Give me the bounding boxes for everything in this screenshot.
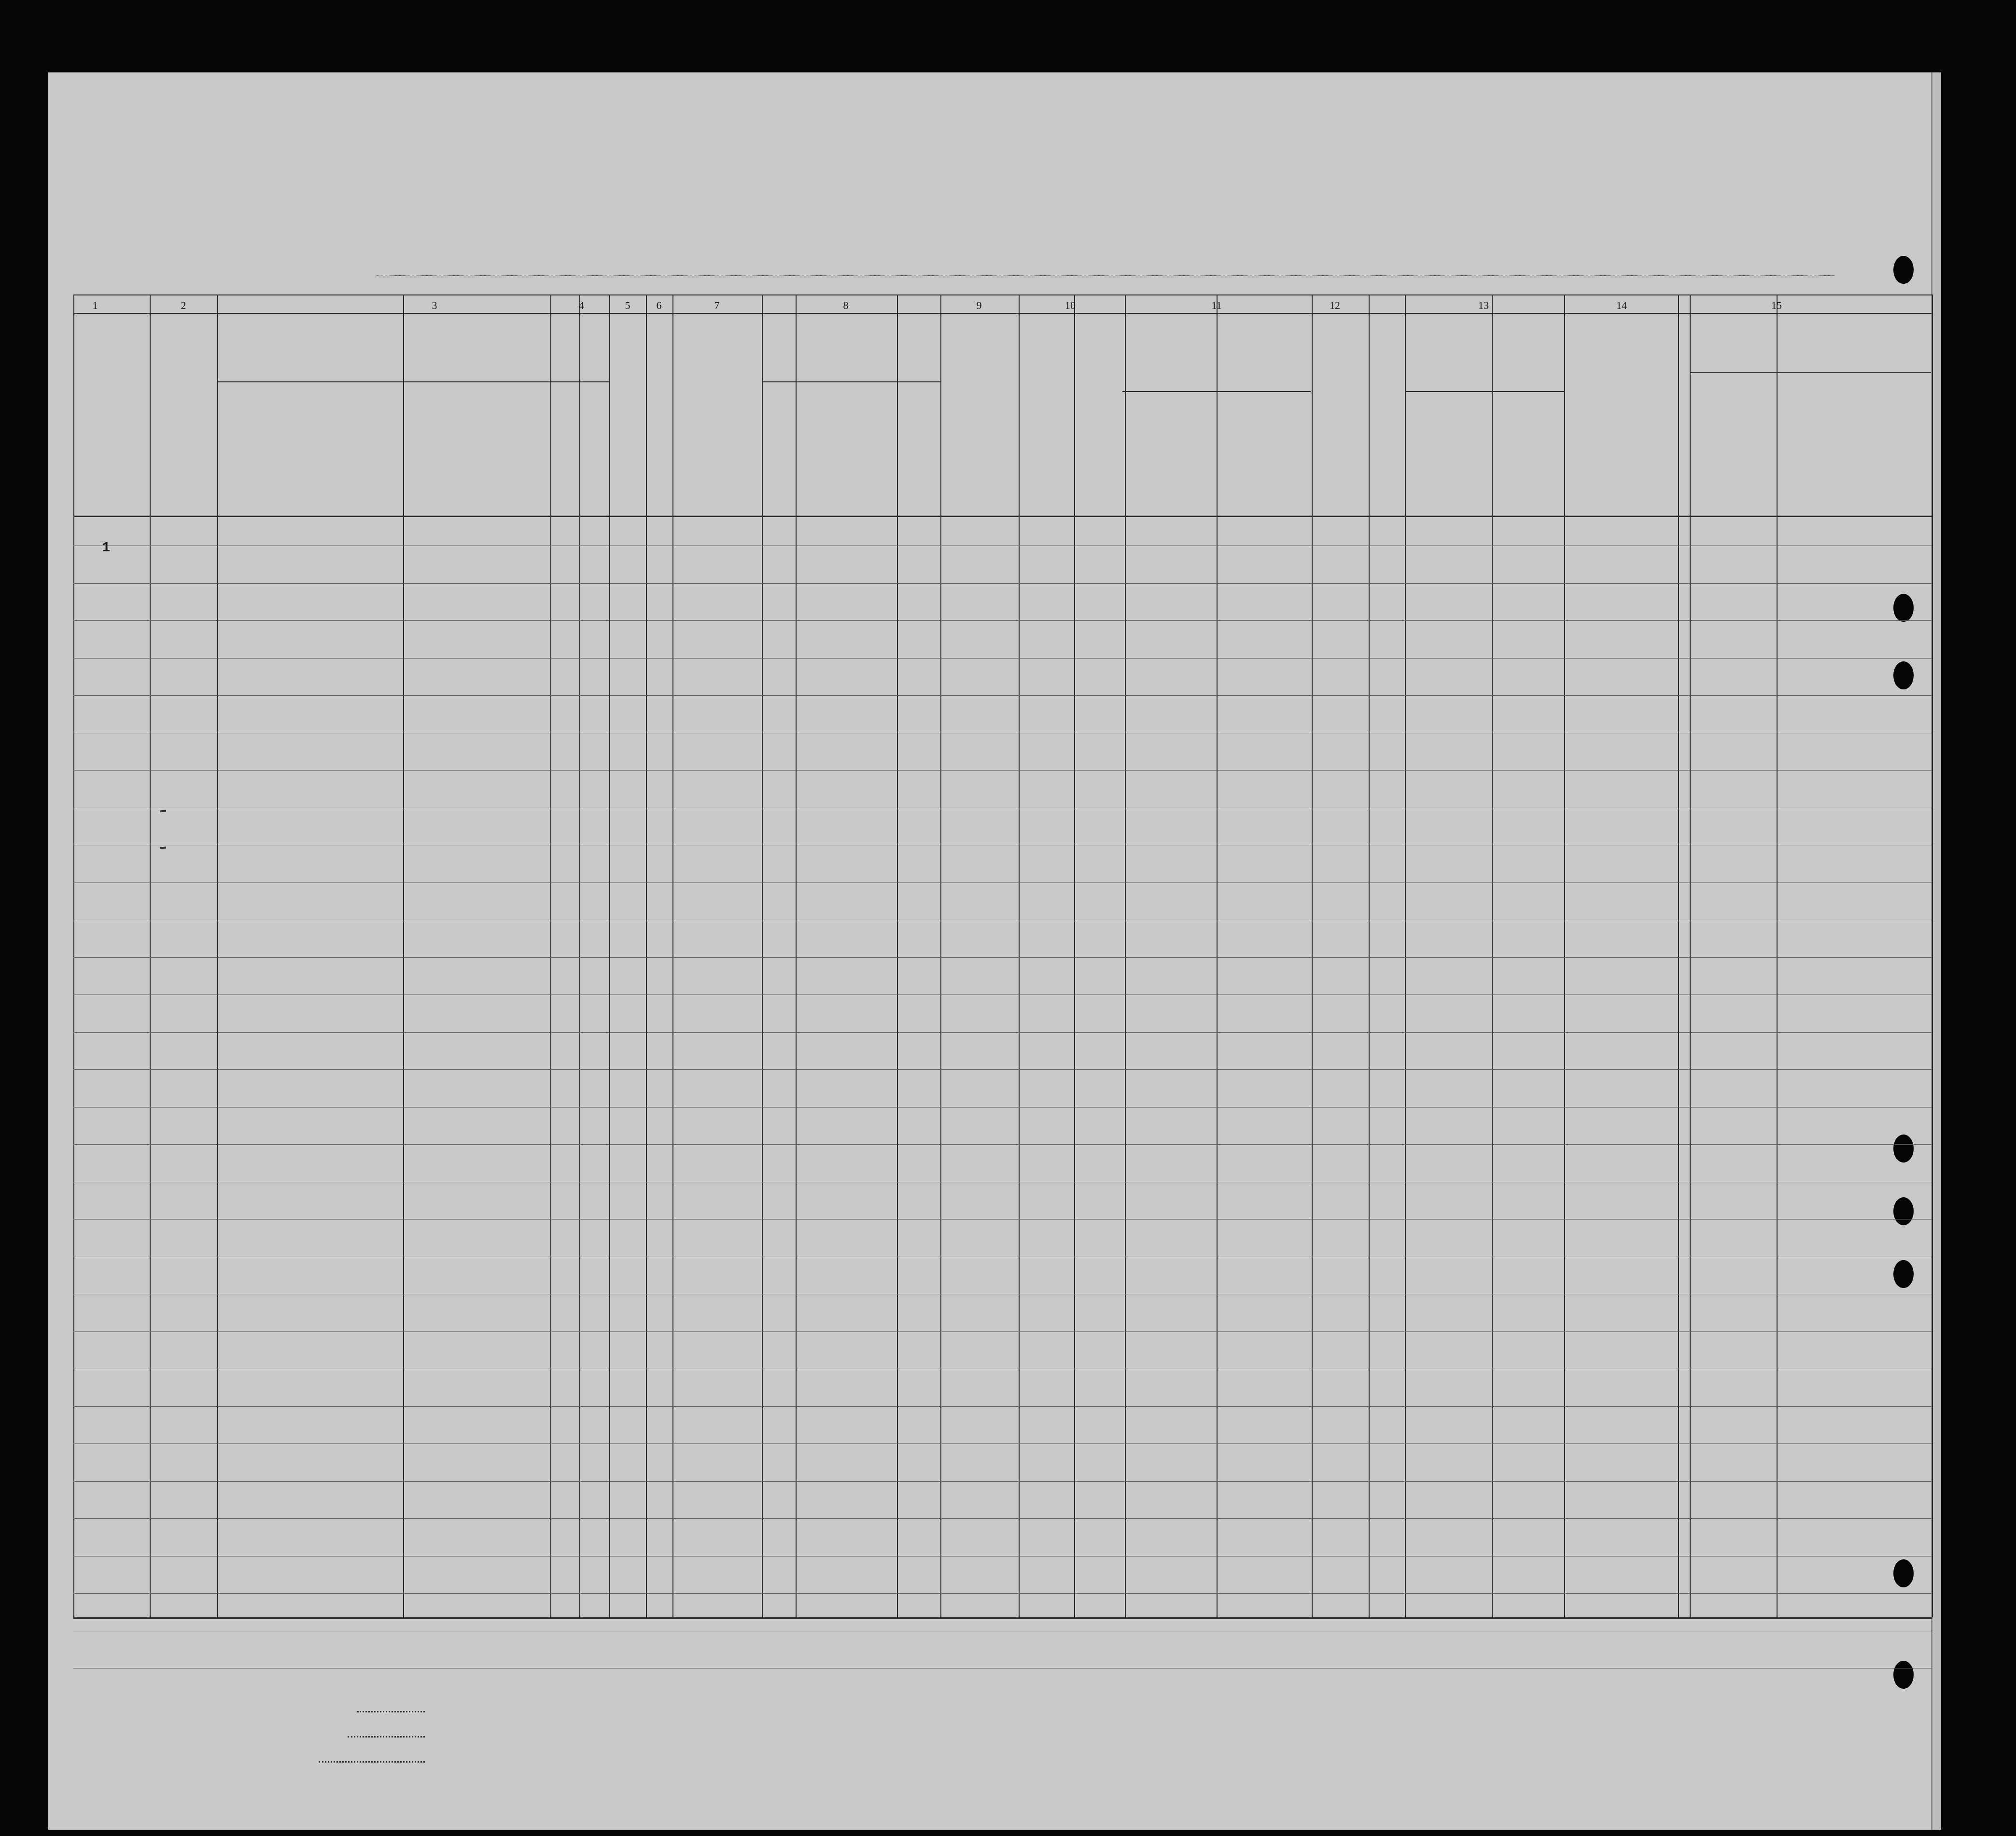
column-number: 11	[1211, 299, 1222, 311]
grid-line	[150, 294, 151, 1617]
column-number: 10	[1065, 299, 1076, 311]
punch-hole	[1893, 1661, 1914, 1689]
row-line	[73, 620, 1932, 621]
punch-hole	[1893, 256, 1914, 284]
column-number: 5	[625, 299, 630, 311]
grid-line	[550, 294, 551, 1617]
punch-hole	[1893, 1197, 1914, 1225]
grid-line	[1564, 294, 1565, 1617]
column-number: 13	[1478, 299, 1489, 311]
row-line	[73, 1518, 1932, 1519]
grid-line	[672, 294, 673, 1617]
transit-stamp	[160, 847, 166, 849]
grid-line	[1369, 294, 1370, 1617]
row-line	[73, 770, 1932, 771]
grid-line	[403, 294, 404, 1617]
dots	[357, 1711, 425, 1712]
grid-line	[1777, 294, 1778, 1617]
grid-line	[609, 294, 610, 1617]
grid-line	[1678, 294, 1679, 1617]
dots	[348, 1736, 425, 1738]
column-number: 1	[92, 299, 98, 311]
grid-line	[217, 294, 218, 1617]
grid-line	[1074, 294, 1075, 1617]
transit-stamp	[160, 810, 166, 813]
row-line	[73, 583, 1932, 584]
grid-line	[1492, 294, 1493, 1617]
column-number: 8	[843, 299, 849, 311]
grid-line	[1217, 294, 1218, 1617]
grid-line	[796, 294, 797, 1617]
row-line	[73, 695, 1932, 696]
grid-line	[73, 294, 74, 1617]
grid-line	[73, 294, 1932, 295]
admitted-stamp	[59, 561, 60, 563]
row-line	[73, 957, 1932, 958]
column-number: 4	[578, 299, 584, 311]
punch-hole	[1893, 1135, 1914, 1163]
voyage-underline	[377, 275, 1834, 276]
row-line	[73, 1069, 1932, 1070]
dots	[319, 1761, 425, 1763]
punch-hole	[1893, 661, 1914, 689]
grid-line	[897, 294, 898, 1617]
row-line	[73, 1481, 1932, 1482]
grid-line	[579, 294, 580, 1617]
grid-line	[1690, 372, 1931, 373]
grid-line	[73, 313, 1932, 314]
grid-line	[73, 516, 1932, 517]
grid-line	[940, 294, 941, 1617]
grid-line	[73, 1617, 1932, 1619]
punch-hole	[1893, 594, 1914, 622]
row-line	[73, 1331, 1932, 1332]
column-number: 6	[656, 299, 662, 311]
column-number: 14	[1616, 299, 1627, 311]
column-number: 9	[976, 299, 982, 311]
deported-stamp	[53, 878, 54, 880]
punch-hole	[1893, 1260, 1914, 1288]
grid-line	[1019, 294, 1020, 1617]
row-line	[73, 1593, 1932, 1594]
grid-line	[1125, 294, 1126, 1617]
punch-hole	[1893, 1559, 1914, 1587]
grid-line	[762, 381, 940, 382]
row-line	[73, 1406, 1932, 1407]
manifest-sheet	[48, 72, 1940, 1830]
row-line	[73, 1032, 1932, 1033]
row-line	[73, 658, 1932, 659]
grid-line	[217, 381, 550, 382]
grid-line	[1405, 391, 1564, 392]
row-number: 1	[102, 540, 111, 556]
column-number: 3	[432, 299, 437, 311]
column-number: 2	[181, 299, 186, 311]
row-line	[73, 1144, 1932, 1145]
grid-line	[1690, 294, 1691, 1617]
column-number: 7	[714, 299, 720, 311]
column-number: 12	[1330, 299, 1340, 311]
grid-line	[762, 294, 763, 1617]
grid-line	[1932, 294, 1933, 1617]
column-number: 15	[1771, 299, 1782, 311]
grid-line	[1405, 294, 1406, 1617]
grid-line	[646, 294, 647, 1617]
grid-line	[1312, 294, 1313, 1617]
